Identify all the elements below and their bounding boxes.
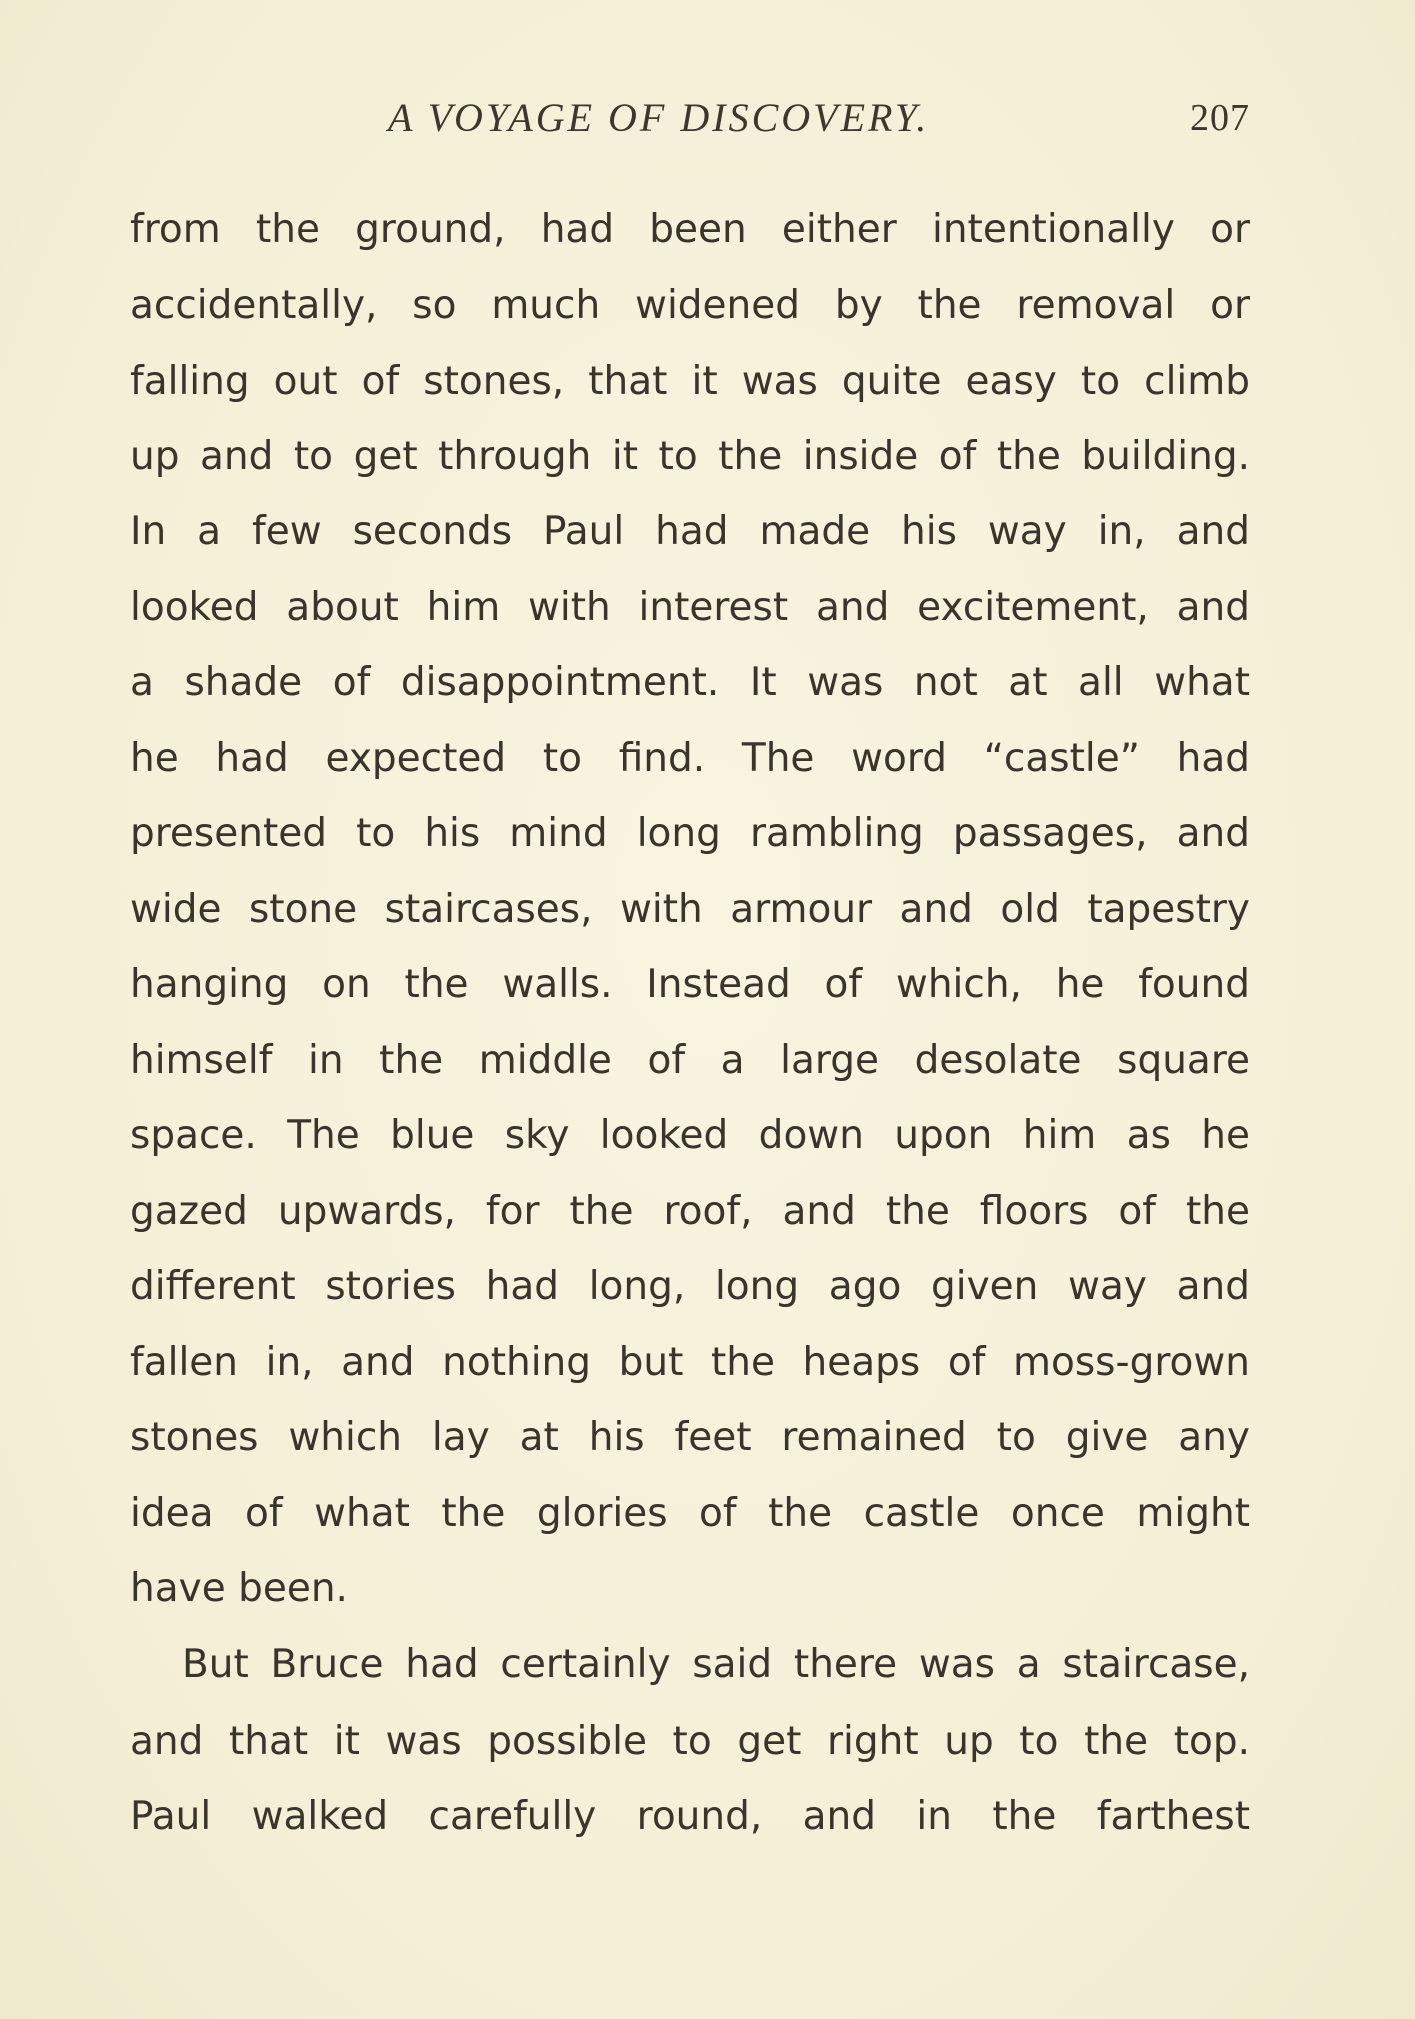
text-line: falling out of stones, that it was quite easy to climb [130,359,1250,404]
text-line: accidentally, so much widened by the removal or [130,283,1250,328]
text-line: stones which lay at his feet remained to give any [130,1415,1250,1460]
text-line: hanging on the walls. Instead of which, he found [130,962,1250,1007]
text-line: different stories had long, long ago given way and [130,1264,1250,1309]
text-line: have been. [130,1566,348,1611]
text-line: up and to get through it to the inside of the building. [130,434,1250,479]
text-line: idea of what the glories of the castle once might [130,1491,1250,1536]
text-line: presented to his mind long rambling passages, and [130,811,1250,856]
text-line: and that it was possible to get right up to the top. [130,1719,1250,1764]
text-line: In a few seconds Paul had made his way in, and [130,509,1250,554]
text-line: he had expected to find. The word “castle” had [130,736,1250,781]
text-line: himself in the middle of a large desolate square [130,1038,1250,1083]
text-line: fallen in, and nothing but the heaps of moss-grown [130,1340,1250,1385]
text-line: wide stone staircases, with armour and old tapestry [130,887,1250,932]
running-title: A VOYAGE OF DISCOVERY. [388,95,930,140]
page-number: 207 [1190,97,1250,139]
text-line: gazed upwards, for the roof, and the floors of the [130,1189,1250,1234]
text-line: a shade of disappointment. It was not at all what [130,660,1250,705]
text-line: But Bruce had certainly said there was a staircase, [182,1642,1250,1687]
text-line: space. The blue sky looked down upon him as he [130,1113,1250,1158]
text-line: looked about him with interest and excitement, and [130,585,1250,630]
text-line: from the ground, had been either intentionally or [130,207,1250,252]
text-line: Paul walked carefully round, and in the farthest [130,1794,1250,1839]
